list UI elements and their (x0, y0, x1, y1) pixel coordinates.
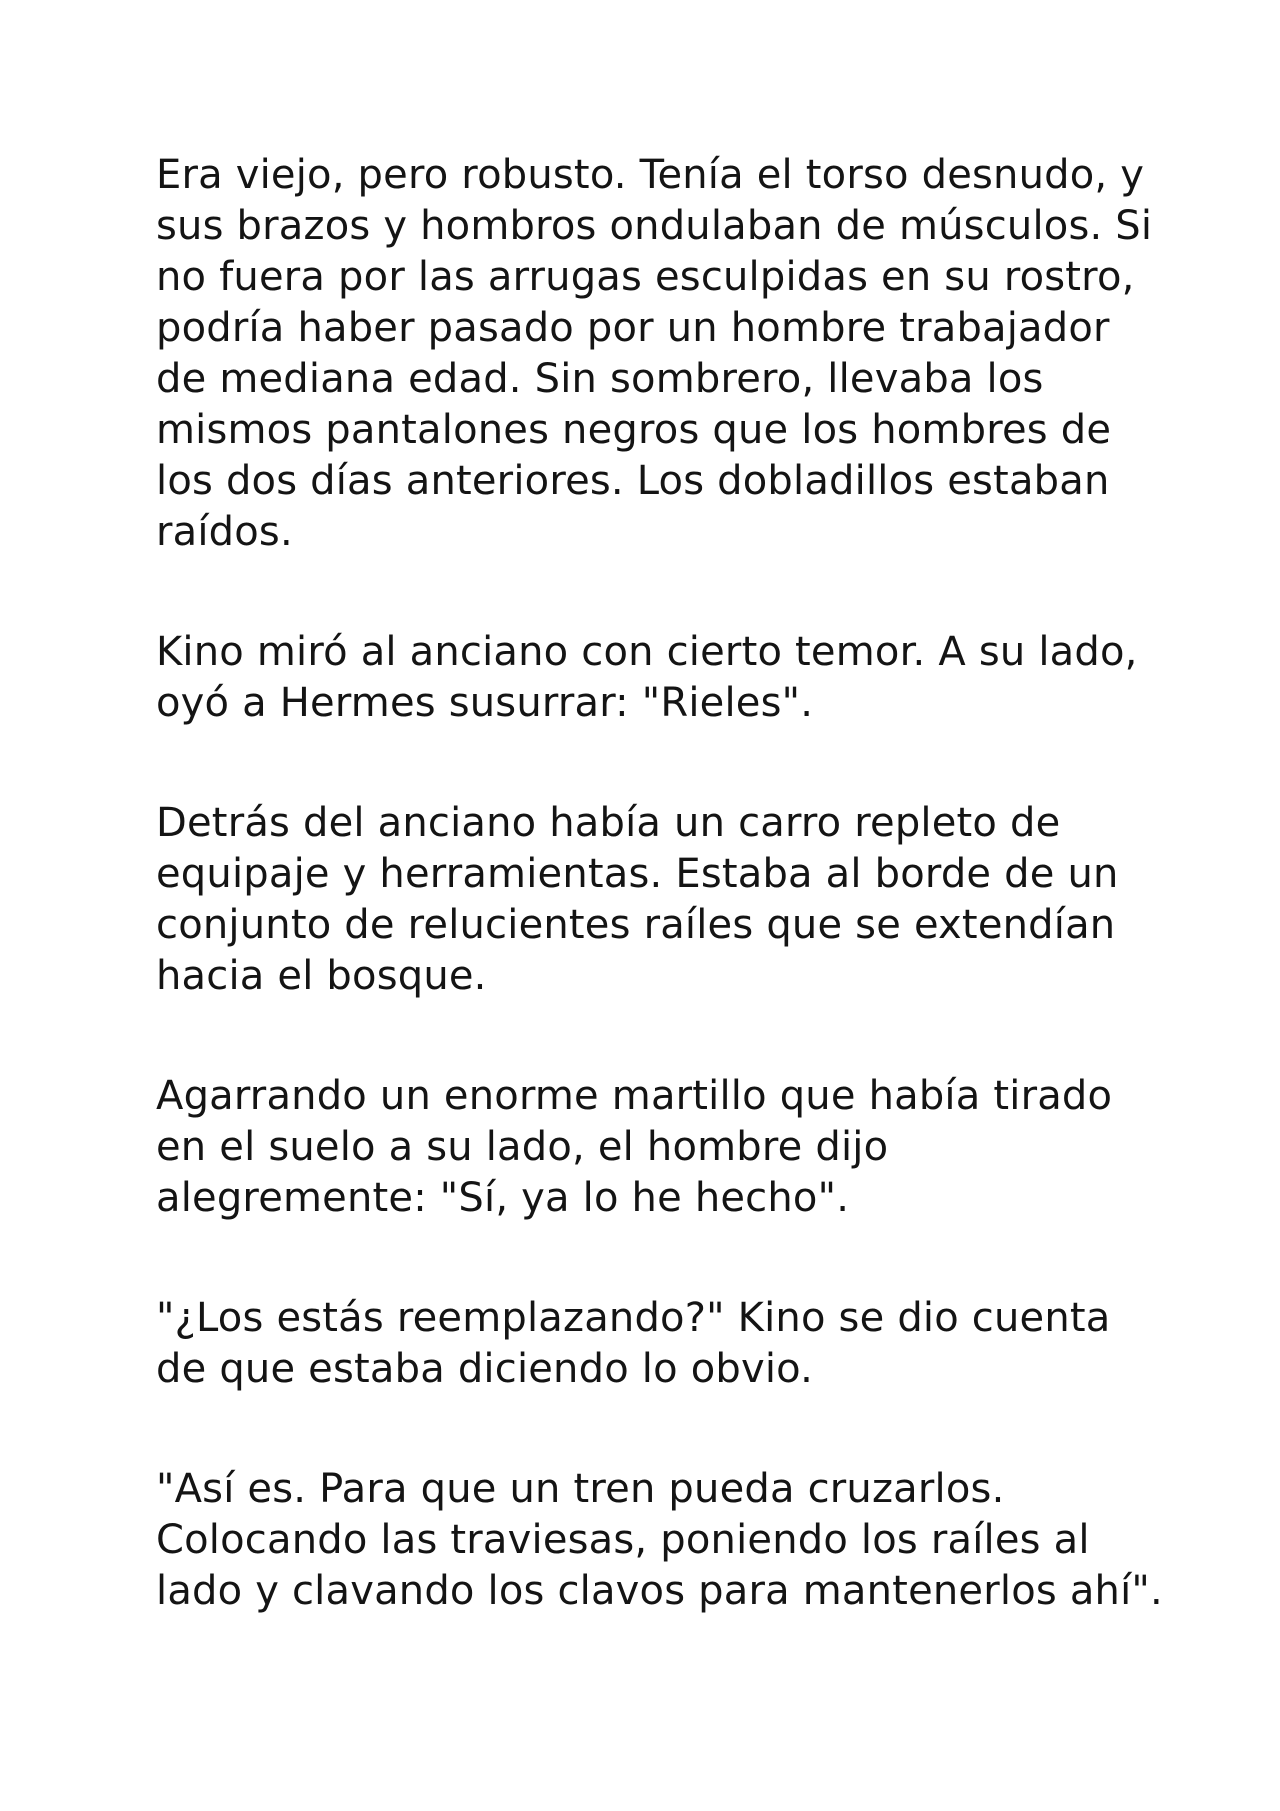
paragraph-6 (156, 1464, 1163, 1617)
text-line: Agarrando un enorme martillo que había tirado (156, 1073, 1113, 1119)
text-line: oyó a Hermes susurrar: "Rieles". (156, 680, 814, 726)
paragraph-5 (156, 1293, 1156, 1395)
text-line: podría haber pasado por un hombre trabajador (156, 305, 1110, 351)
text-line: de mediana edad. Sin sombrero, llevaba los (156, 356, 1044, 402)
body-text (156, 150, 1163, 1686)
text-line: Era viejo, pero robusto. Tenía el torso desnudo, y (156, 152, 1145, 198)
text-line: mismos pantalones negros que los hombres de (156, 407, 1112, 453)
text-line: Detrás del anciano había un carro repleto de (156, 800, 1061, 846)
text-line: equipaje y herramientas. Estaba al borde de un (156, 851, 1119, 897)
text-line: Colocando las traviesas, poniendo los raíles al (156, 1517, 1090, 1563)
text-line: conjunto de relucientes raíles que se extendían (156, 902, 1116, 948)
text-line: no fuera por las arrugas esculpidas en su rostro, (156, 254, 1135, 300)
text-line: en el suelo a su lado, el hombre dijo (156, 1124, 889, 1170)
text-line: sus brazos y hombros ondulaban de músculos. Si (156, 203, 1153, 249)
paragraph-2 (156, 627, 1156, 729)
paragraph-4 (156, 1071, 1156, 1224)
text-line: los dos días anteriores. Los dobladillos estaban (156, 458, 1110, 504)
text-line: "¿Los estás reemplazando?" Kino se dio cuenta (156, 1295, 1111, 1341)
text-line: hacia el bosque. (156, 953, 487, 999)
text-line: lado y clavando los clavos para mantenerlos ahí". (156, 1568, 1163, 1614)
text-line: de que estaba diciendo lo obvio. (156, 1346, 814, 1392)
paragraph-1 (156, 150, 1156, 558)
text-line: Kino miró al anciano con cierto temor. A su lado, (156, 629, 1138, 675)
text-line: "Así es. Para que un tren pueda cruzarlos. (156, 1466, 1005, 1512)
text-line: raídos. (156, 509, 293, 555)
paragraph-3 (156, 798, 1156, 1002)
text-line: alegremente: "Sí, ya lo he hecho". (156, 1175, 850, 1221)
